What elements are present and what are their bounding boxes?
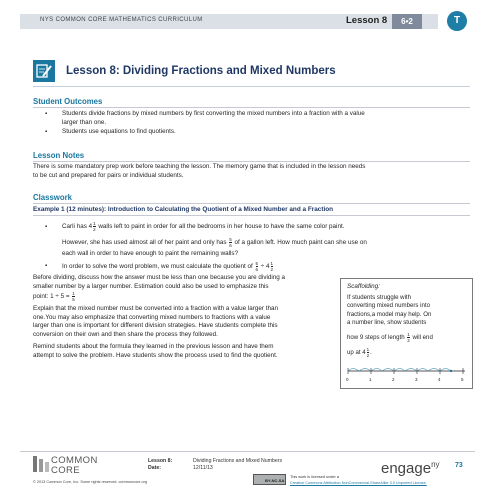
svg-text:1: 1 xyxy=(369,377,372,382)
license-link[interactable]: Creative Commons Attribution-NonCommercial-ShareAlike 3.0 Unported License. xyxy=(290,481,427,485)
curriculum-name: NYS COMMON CORE MATHEMATICS CURRICULUM xyxy=(40,17,203,23)
section-divider xyxy=(33,161,470,162)
page-header xyxy=(0,0,495,34)
svg-text:3: 3 xyxy=(415,377,418,382)
number-line xyxy=(345,367,470,385)
svg-text:2: 2 xyxy=(392,377,395,382)
common-core-wordmark: COMMON CORE xyxy=(51,455,98,476)
classwork-heading: Classwork xyxy=(33,193,73,202)
fraction-five-sixths: $\frac{5}{6}$ xyxy=(229,237,232,248)
page-title: Lesson 8: Dividing Fractions and Mixed Numbers xyxy=(66,65,336,77)
scaffolding-text: If students struggle with converting mixed numbers into fractions,a model may help. On a number line, show students xyxy=(347,294,432,327)
page-number: 73 xyxy=(455,462,463,469)
scaffolding-end: up at 4 $\frac{1}{2}$ . xyxy=(347,347,372,358)
word-problem-line-1: Carli has 4 $\frac{1}{2}$ walls left to paint in order for all the bedrooms in her house to have the same color paint. xyxy=(62,221,345,232)
svg-text:5: 5 xyxy=(461,377,464,382)
svg-text:0: 0 xyxy=(346,377,349,382)
scaffolding-title: Scaffolding: xyxy=(347,283,380,290)
section-divider xyxy=(33,107,470,108)
example-divider xyxy=(33,215,470,216)
student-outcomes-heading: Student Outcomes xyxy=(33,97,103,106)
discussion-paragraph: Before dividing, discuss how the answer must be less than one because you are dividing a smaller number by a larger number. Estimation could also be used to emphasize this point: 1 ÷ 5 = $\frac{1}{5}$ xyxy=(33,274,286,303)
outcome-item: Students divide fractions by mixed numbers by first converting the mixed numbers into a fraction with a value larger than one. xyxy=(62,110,365,126)
quotient-bullet: In order to solve the word problem, we must calculate the quotient of $\frac{5}{6}$ ÷ 4 $\frac{1}{2}$ xyxy=(62,261,274,272)
word-problem-line-3: each wall in order to have enough to paint the remaining walls? xyxy=(62,250,239,257)
pencil-paper-icon xyxy=(36,63,52,79)
formula-paragraph: Remind students about the formula they learned in the previous lesson and have them attempt to solve the problem. Have students show the process used to find the quotient. xyxy=(33,343,278,359)
teacher-badge: T xyxy=(447,11,467,31)
cc-license-badge-icon: BY-NC-SA xyxy=(253,474,286,485)
lesson-notes-text: There is some mandatory prep work before teaching the lesson. The memory game that is included in the lesson needs to be cut and prepared for pairs or individual students. xyxy=(33,163,366,179)
header-lesson: Lesson 8 xyxy=(346,15,388,26)
outcome-item: Students use equations to find quotients. xyxy=(62,128,176,135)
footer-date-label: Date: xyxy=(148,465,161,471)
word-problem-line-2: However, she has used almost all of her paint and only has $\frac{5}{6}$ of a gallon left. How much paint can she use on xyxy=(62,237,367,248)
footer-lesson-label: Lesson 8: xyxy=(148,458,173,464)
example-title: Example 1 (12 minutes): Introduction to Calculating the Quotient of a Mixed Number and a Fraction xyxy=(33,206,334,213)
bullet-icon: ▪ xyxy=(45,111,48,117)
footer-lesson-value: Dividing Fractions and Mixed Numbers xyxy=(193,458,283,464)
grade-badge: 6•2 xyxy=(392,14,422,29)
footer-divider xyxy=(20,451,475,452)
copyright-text: © 2013 Common Core, Inc. Some rights reserved. commoncore.org xyxy=(33,480,148,484)
license-text: This work is licensed under a xyxy=(290,475,339,479)
svg-text:4: 4 xyxy=(438,377,441,382)
lesson-icon xyxy=(33,60,55,82)
bullet-icon: ▪ xyxy=(45,129,48,135)
bullet-icon: ▪ xyxy=(45,263,48,269)
title-divider xyxy=(33,86,470,87)
engage-ny-logo: engage$^{ny}$ xyxy=(381,460,440,477)
conversion-paragraph: Explain that the mixed number must be converted into a fraction with a value larger than one.You may also emphasize that converting mixed numbers to fractions with a value larger than one is important for different division strategies. Have students complete this conversion on their own and then share the process they followed. xyxy=(33,305,279,338)
fraction-one-half: $\frac{1}{2}$ xyxy=(93,221,96,232)
footer-date-value: 12/11/13 xyxy=(193,465,213,471)
common-core-logo-icon xyxy=(33,456,49,472)
section-divider xyxy=(33,203,470,204)
scaffolding-box xyxy=(340,278,473,389)
scaffolding-steps: how 9 steps of length $\frac{1}{2}$ will end xyxy=(347,332,433,343)
bullet-icon: ▪ xyxy=(45,224,48,230)
lesson-notes-heading: Lesson Notes xyxy=(33,151,85,160)
